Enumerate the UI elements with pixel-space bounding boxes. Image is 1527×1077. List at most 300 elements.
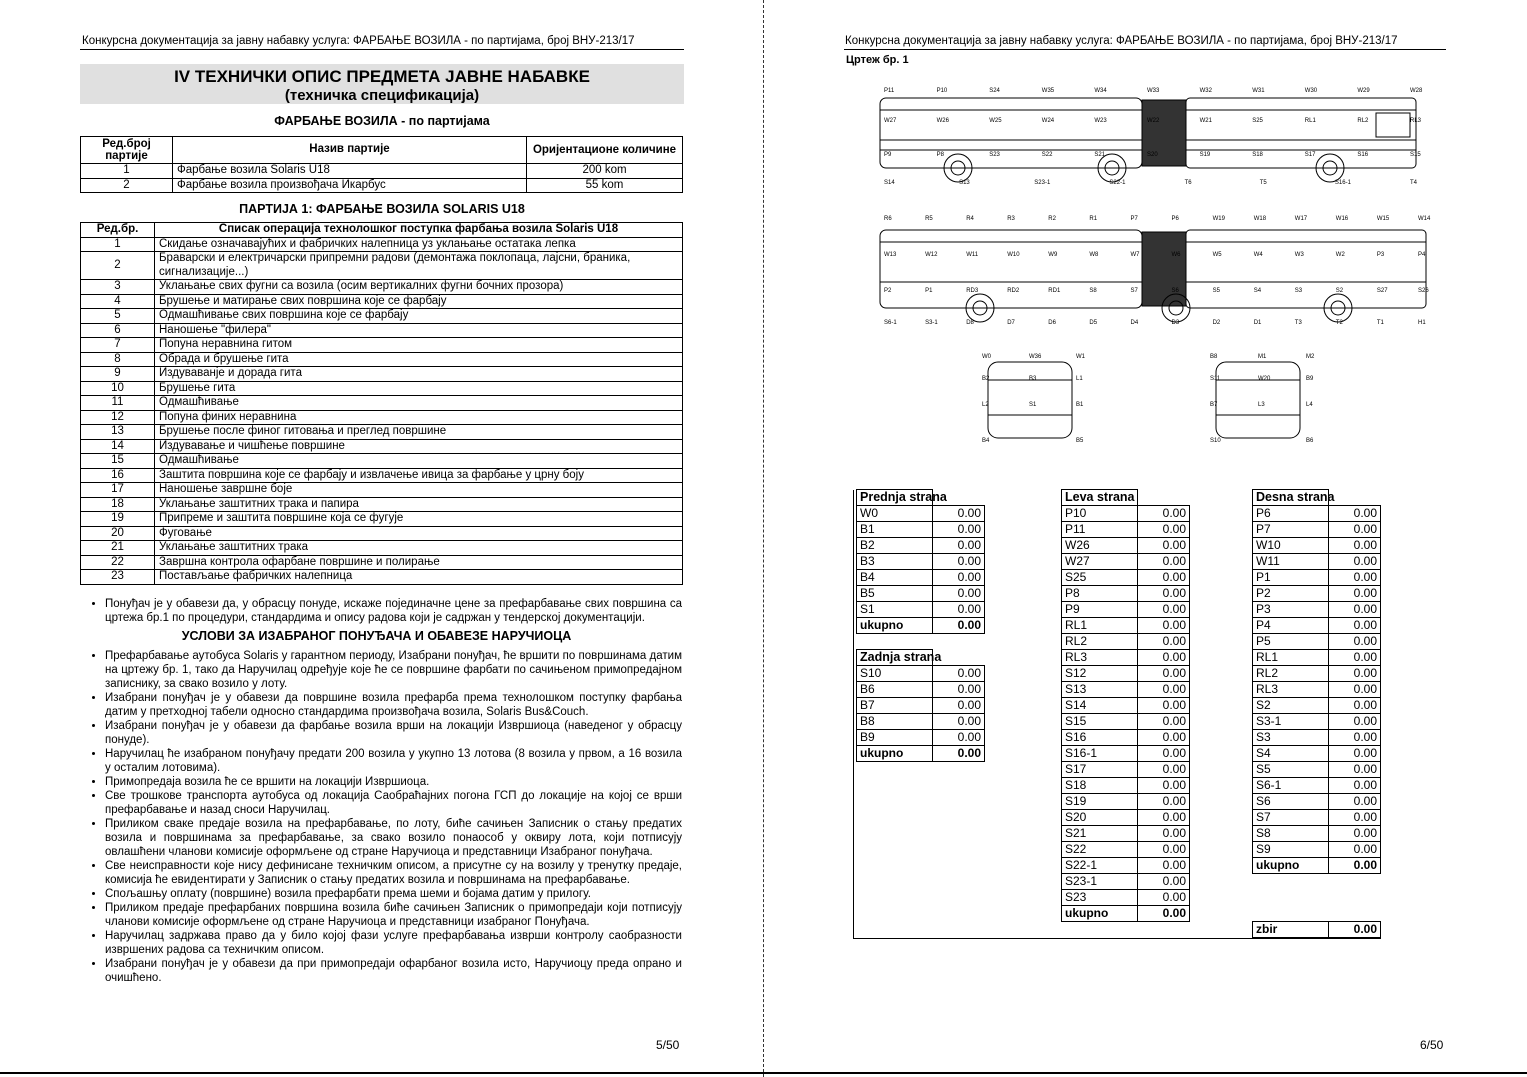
- condition-item: • Све трошкове транспорта аутобуса од локација Саобраћајних погона ГСП до локације на којој се врши префарбавање и назад сноси Наручилац.: [105, 789, 682, 817]
- figure-label: RD1: [1048, 288, 1061, 294]
- figure-label: S23: [989, 152, 1000, 158]
- surface-code: S3: [1253, 730, 1329, 746]
- figure-label: S1: [1029, 402, 1037, 408]
- summary-title-spacer: [1329, 490, 1381, 506]
- table-row: [1062, 842, 1190, 858]
- table-row: [1253, 522, 1381, 538]
- table-row: [1253, 714, 1381, 730]
- surface-value: 0.00: [1329, 762, 1381, 778]
- table-row: [1062, 666, 1190, 682]
- surface-code: P10: [1062, 506, 1138, 522]
- surface-code: RL1: [1062, 618, 1138, 634]
- ops-number-cell: 10: [81, 381, 155, 396]
- figure-label: S21: [1094, 152, 1106, 158]
- surface-value: 0.00: [1138, 778, 1190, 794]
- figure-label: S22: [1041, 152, 1053, 158]
- surface-code: S1: [857, 602, 933, 618]
- table-row: [81, 237, 683, 252]
- table-row: [1062, 506, 1190, 522]
- zbir-row: [1253, 922, 1381, 938]
- figure-label: W20: [1258, 376, 1271, 382]
- figure-label: RD3: [966, 288, 979, 294]
- figure-label: W2: [1335, 252, 1345, 258]
- surface-code: P8: [1062, 586, 1138, 602]
- ops-description-cell: Попуна неравнина гитом: [155, 338, 683, 353]
- table-row: [1253, 586, 1381, 602]
- table-row: [1062, 858, 1190, 874]
- figure-label: S6: [1171, 288, 1179, 294]
- figure-label: D2: [1212, 320, 1221, 326]
- figure-label: W30: [1304, 88, 1318, 94]
- ops-description-cell: Попуна финих неравнина: [155, 410, 683, 425]
- figure-label: S15: [1410, 152, 1421, 158]
- table-row: [857, 698, 985, 714]
- condition-item: • Спољашњу оплату (површине) возила префарбати према шеми и бојама датим у прилогу.: [105, 887, 682, 901]
- surface-value: 0.00: [1329, 698, 1381, 714]
- surface-value: 0.00: [1329, 778, 1381, 794]
- summary-total-row: [1253, 858, 1381, 874]
- surface-code: W11: [1253, 554, 1329, 570]
- table-row: [1062, 794, 1190, 810]
- figure-label: S16: [1357, 152, 1369, 158]
- bus-front-view: [988, 362, 1072, 438]
- figure-label: S26: [1418, 288, 1429, 294]
- figure-label: W23: [1094, 118, 1107, 124]
- surface-code: S18: [1062, 778, 1138, 794]
- summary-header-row: [1253, 490, 1381, 506]
- summary-total-row: [857, 746, 985, 762]
- table-row: [857, 730, 985, 746]
- figure-label: D1: [1253, 320, 1262, 326]
- condition-item: • Префарбавање аутобуса Solaris у гарантном периоду, Изабрани понуђач, ће вршити по површинама датим на цртежу бр. 1, тако да Наручилац одређује које ће се површине фарбати по сачињеном примопредајном записнику, за свако возило у лоту.: [105, 649, 682, 691]
- figure-label: B7: [1210, 402, 1218, 408]
- surface-value: 0.00: [1138, 586, 1190, 602]
- surface-code: S22: [1062, 842, 1138, 858]
- table-row: [81, 570, 683, 585]
- ops-header-description: Списак операција технолошког поступка фарбања возила Solaris U18: [155, 223, 683, 238]
- surface-code: B9: [857, 730, 933, 746]
- surface-value: 0.00: [1329, 666, 1381, 682]
- ops-number-cell: 15: [81, 454, 155, 469]
- figure-label: L1: [1076, 376, 1083, 382]
- figure-label: W15: [1376, 216, 1390, 222]
- surface-value: 0.00: [1138, 746, 1190, 762]
- figure-label: P11: [884, 88, 895, 94]
- surface-value: 0.00: [1138, 730, 1190, 746]
- surface-value: 0.00: [933, 538, 985, 554]
- surface-value: 0.00: [933, 506, 985, 522]
- figure-label: S7: [1130, 288, 1138, 294]
- figure-label: RD2: [1007, 288, 1020, 294]
- ops-number-cell: 17: [81, 483, 155, 498]
- figure-label: W22: [1147, 118, 1160, 124]
- figure-label: W31: [1252, 88, 1265, 94]
- surface-code: B3: [857, 554, 933, 570]
- table-row: [1062, 618, 1190, 634]
- surface-value: 0.00: [1138, 538, 1190, 554]
- table-row: [1253, 666, 1381, 682]
- table-row: [1253, 762, 1381, 778]
- surface-code: B7: [857, 698, 933, 714]
- surface-code: S10: [857, 666, 933, 682]
- left-header-rule: [80, 49, 684, 50]
- table-row: [81, 294, 683, 309]
- ops-number-cell: 2: [81, 252, 155, 280]
- surface-value: 0.00: [1329, 842, 1381, 858]
- table-row: [81, 497, 683, 512]
- table-row: [1062, 554, 1190, 570]
- figure-label: S16-1: [1334, 180, 1351, 186]
- surface-code: B4: [857, 570, 933, 586]
- figure-label: W1: [1076, 354, 1085, 360]
- figure-label: B6: [1306, 438, 1314, 444]
- total-label: ukupno: [857, 618, 933, 634]
- surface-value: 0.00: [1329, 538, 1381, 554]
- surface-value: 0.00: [1138, 682, 1190, 698]
- condition-item: • Наручилац задржава право да у било којој фази услуге префарбавања изврши контролу саобразности извршених радова са техничким описом.: [105, 929, 682, 957]
- surface-value: 0.00: [933, 602, 985, 618]
- surface-value: 0.00: [1329, 506, 1381, 522]
- section-title: IV ТЕХНИЧКИ ОПИС ПРЕДМЕТА ЈАВНЕ НАБАВКЕ: [174, 67, 590, 86]
- figure-label: W14: [1418, 216, 1431, 222]
- table-row: [1253, 554, 1381, 570]
- partija-title: ПАРТИЈА 1: ФАРБАЊЕ ВОЗИЛА SOLARIS U18: [239, 202, 525, 216]
- figure-label: D7: [1007, 320, 1015, 326]
- condition-item: • Изабрани понуђач је у обавези да површине возила префарба према технолошком поступку фарбања датим у претходној табели односно стандардима произвођача возила, Solaris Bus&Couch.: [105, 691, 682, 719]
- figure-label: T1: [1376, 320, 1384, 326]
- figure-label: S22-1: [1109, 180, 1126, 186]
- summary-box-bottom-edge: [853, 938, 1381, 939]
- table-row: [81, 280, 683, 295]
- figure-caption: Цртеж бр. 1: [846, 54, 909, 66]
- ops-description-cell: Скидање означавајућих и фабричких налепница уз уклањање остатака лепка: [155, 237, 683, 252]
- total-value: 0.00: [1329, 858, 1381, 874]
- parts-cell: 1: [81, 164, 173, 179]
- figure-label: S17: [1304, 152, 1316, 158]
- surface-value: 0.00: [933, 666, 985, 682]
- summary-title: Prednja strana: [857, 490, 933, 506]
- condition-item: • Приликом сваке предаје возила на префарбавање, по лоту, биће сачињен Записник о стању предатих возила и површинама за префарбавање, за свако возило понаособ у оквиру лота, који потписују овлашћени чланови комисије оформљене од стране Наручиоца и представници Изабраног понуђача.: [105, 817, 682, 859]
- table-row: [1062, 570, 1190, 586]
- figure-label: T2: [1335, 320, 1343, 326]
- figure-label: W7: [1130, 252, 1140, 258]
- total-value: 0.00: [933, 618, 985, 634]
- surface-code: S23: [1062, 890, 1138, 906]
- leva-strana-table: [1061, 489, 1190, 922]
- surface-code: RL3: [1062, 650, 1138, 666]
- surface-code: S4: [1253, 746, 1329, 762]
- figure-label: W5: [1212, 252, 1222, 258]
- table-row: [81, 323, 683, 338]
- figure-label: S3: [1294, 288, 1303, 294]
- table-row: [1062, 810, 1190, 826]
- bus-drawing: [870, 80, 1450, 465]
- figure-label: T6: [1184, 180, 1192, 186]
- figure-label: S18: [1252, 152, 1263, 158]
- figure-label: P7: [1130, 216, 1138, 222]
- figure-label: W11: [966, 252, 979, 258]
- surface-code: P3: [1253, 602, 1329, 618]
- surface-code: S8: [1253, 826, 1329, 842]
- figure-label: W12: [925, 252, 938, 258]
- ops-description-cell: Наношење "филера": [155, 323, 683, 338]
- surface-value: 0.00: [1138, 602, 1190, 618]
- total-label: ukupno: [1253, 858, 1329, 874]
- figure-label: B4: [982, 438, 990, 444]
- figure-label: W4: [1253, 252, 1263, 258]
- table-row: [1062, 602, 1190, 618]
- surface-code: S12: [1062, 666, 1138, 682]
- figure-label: L4: [1306, 402, 1313, 408]
- figure-label: W13: [884, 252, 897, 258]
- surface-value: 0.00: [1329, 650, 1381, 666]
- parts-cell: 200 kom: [527, 164, 683, 179]
- figure-label: R1: [1089, 216, 1098, 222]
- surface-code: W26: [1062, 538, 1138, 554]
- summary-title: Leva strana: [1062, 490, 1138, 506]
- surface-code: S19: [1062, 794, 1138, 810]
- surface-value: 0.00: [1329, 618, 1381, 634]
- figure-label: W33: [1147, 88, 1160, 94]
- figure-label: T5: [1259, 180, 1267, 186]
- ops-description-cell: Браварски и електричарски припремни радови (демонтажа поклопаца, лајсни, браника, сигнализације...): [155, 252, 683, 280]
- surface-code: P5: [1253, 634, 1329, 650]
- figure-label: W27: [884, 118, 897, 124]
- note-bullet: • Понуђач је у обавези да, у обрасцу понуде, искаже појединачне цене за префарбавање свих површина са цртежа бр.1 по процедури, стандардима и опису радова који је садржан у тендерској документацији.: [105, 597, 682, 625]
- figure-label: W36: [1029, 354, 1042, 360]
- table-row: [1062, 650, 1190, 666]
- table-row: [1253, 570, 1381, 586]
- zbir-value: 0.00: [1329, 922, 1381, 938]
- figure-label: W32: [1199, 88, 1212, 94]
- figure-label: B1: [1076, 402, 1084, 408]
- parts-header-number: Ред.број партије: [81, 137, 173, 164]
- surface-code: S22-1: [1062, 858, 1138, 874]
- ops-description-cell: Постављање фабричких налепница: [155, 570, 683, 585]
- zbir-label: zbir: [1253, 922, 1329, 938]
- table-row: [1253, 730, 1381, 746]
- surface-code: P7: [1253, 522, 1329, 538]
- parts-header-qty: Оријентационе количине: [527, 137, 683, 164]
- table-row: [1062, 826, 1190, 842]
- section-subtitle: (техничка спецификација): [284, 87, 480, 104]
- surface-value: 0.00: [1138, 506, 1190, 522]
- table-row: [81, 367, 683, 382]
- figure-label: T4: [1410, 180, 1418, 186]
- figure-label: W35: [1041, 88, 1055, 94]
- right-header: Конкурсна документација за јавну набавку услуга: ФАРБАЊЕ ВОЗИЛА - по партијама, број ВНУ-213/17: [845, 35, 1398, 47]
- table-row: [857, 538, 985, 554]
- figure-label: W3: [1294, 252, 1304, 258]
- surface-code: P2: [1253, 586, 1329, 602]
- table-row: [857, 602, 985, 618]
- surface-value: 0.00: [1138, 890, 1190, 906]
- surface-value: 0.00: [1329, 634, 1381, 650]
- surface-value: 0.00: [1138, 794, 1190, 810]
- ops-description-cell: Завршна контрола офарбане површине и полирање: [155, 555, 683, 570]
- surface-value: 0.00: [1329, 570, 1381, 586]
- ops-description-cell: Одмашћивање: [155, 396, 683, 411]
- surface-value: 0.00: [933, 682, 985, 698]
- figure-label: S4: [1253, 288, 1262, 294]
- surface-value: 0.00: [1329, 602, 1381, 618]
- ops-description-cell: Уклањање заштитних трака и папира: [155, 497, 683, 512]
- condition-item: • Изабрани понуђач је у обавези да при примопредаји офарбаног возила исто, Наручиоцу преда опрано и очишћено.: [105, 957, 682, 985]
- ops-description-cell: Наношење завршне боје: [155, 483, 683, 498]
- surface-code: S5: [1253, 762, 1329, 778]
- surface-code: S16: [1062, 730, 1138, 746]
- figure-label: S24: [989, 88, 1000, 94]
- figure-label: W24: [1041, 118, 1055, 124]
- summary-header-row: [857, 490, 985, 506]
- figure-label: D4: [1130, 320, 1139, 326]
- ops-number-cell: 19: [81, 512, 155, 527]
- figure-label: D3: [1171, 320, 1180, 326]
- summary-title: Zadnja strana: [857, 650, 933, 666]
- table-row: [81, 541, 683, 556]
- surface-value: 0.00: [933, 714, 985, 730]
- figure-label: W17: [1294, 216, 1308, 222]
- total-value: 0.00: [1138, 906, 1190, 922]
- surface-code: S23-1: [1062, 874, 1138, 890]
- condition-item: • Наручилац ће изабраном понуђачу предати 200 возила у укупно 13 лотова (8 возила у првом, а 16 возила у осталим лотовима).: [105, 747, 682, 775]
- table-row: [1062, 522, 1190, 538]
- table-row: [857, 570, 985, 586]
- zbir-table: [1252, 921, 1381, 938]
- ops-number-cell: 6: [81, 323, 155, 338]
- table-row: [81, 512, 683, 527]
- surface-code: P6: [1253, 506, 1329, 522]
- figure-label: S23-1: [1034, 180, 1051, 186]
- figure-label: S25: [1252, 118, 1263, 124]
- figure-label: D5: [1089, 320, 1098, 326]
- operations-table: [80, 222, 683, 585]
- table-row: [81, 555, 683, 570]
- summary-header-row: [857, 650, 985, 666]
- surface-value: 0.00: [1329, 714, 1381, 730]
- ops-number-cell: 21: [81, 541, 155, 556]
- figure-label: RL3: [1410, 118, 1422, 124]
- table-row: [1062, 586, 1190, 602]
- ops-number-cell: 7: [81, 338, 155, 353]
- table-row: [81, 381, 683, 396]
- total-value: 0.00: [933, 746, 985, 762]
- surface-value: 0.00: [1138, 554, 1190, 570]
- table-row: [81, 178, 683, 193]
- zadnja-strana-table: [856, 649, 985, 762]
- surface-value: 0.00: [933, 586, 985, 602]
- surface-value: 0.00: [1329, 682, 1381, 698]
- figure-label: S2: [1335, 288, 1344, 294]
- ops-number-cell: 14: [81, 439, 155, 454]
- table-row: [857, 554, 985, 570]
- surface-code: S7: [1253, 810, 1329, 826]
- right-page-number: 6/50: [1420, 1038, 1444, 1052]
- table-row: [81, 252, 683, 280]
- figure-label: R2: [1048, 216, 1056, 222]
- table-row: [857, 586, 985, 602]
- surface-code: S6: [1253, 794, 1329, 810]
- ops-description-cell: Брушење после финог гитовања и преглед површине: [155, 425, 683, 440]
- figure-label: RL2: [1357, 118, 1369, 124]
- figure-label: M1: [1258, 354, 1267, 360]
- surface-value: 0.00: [1138, 810, 1190, 826]
- ops-number-cell: 11: [81, 396, 155, 411]
- table-row: [1062, 778, 1190, 794]
- surface-code: RL2: [1253, 666, 1329, 682]
- figure-label: W34: [1094, 88, 1107, 94]
- surface-code: S9: [1253, 842, 1329, 858]
- surface-code: P4: [1253, 618, 1329, 634]
- figure-label: P1: [925, 288, 933, 294]
- figure-label: W0: [982, 354, 991, 360]
- figure-label: P3: [1376, 252, 1385, 258]
- figure-label: S10: [1210, 438, 1221, 444]
- surface-value: 0.00: [1138, 522, 1190, 538]
- surface-value: 0.00: [1138, 826, 1190, 842]
- table-row: [1253, 682, 1381, 698]
- table-row: [1253, 842, 1381, 858]
- table-row: [81, 396, 683, 411]
- figure-label: S3-1: [925, 320, 938, 326]
- ops-description-cell: Уклањање свих фугни са возила (осим вертикалних фугни бочних прозора): [155, 280, 683, 295]
- ops-description-cell: Издуваванје и дорада гита: [155, 367, 683, 382]
- table-row: [857, 522, 985, 538]
- figure-label: M2: [1306, 354, 1315, 360]
- figure-label: L3: [1258, 402, 1265, 408]
- figure-label: S13: [959, 180, 970, 186]
- ops-number-cell: 1: [81, 237, 155, 252]
- surface-value: 0.00: [1138, 666, 1190, 682]
- surface-value: 0.00: [1138, 762, 1190, 778]
- surface-code: RL1: [1253, 650, 1329, 666]
- figure-label: W18: [1253, 216, 1267, 222]
- figure-label: S27: [1376, 288, 1388, 294]
- table-row: [1062, 730, 1190, 746]
- ops-description-cell: Одмашћивање свих површина које се фарбају: [155, 309, 683, 324]
- ops-number-cell: 18: [81, 497, 155, 512]
- parts-header-name: Назив партије: [173, 137, 527, 164]
- table-row: [1062, 762, 1190, 778]
- table-row: [1253, 538, 1381, 554]
- figure-label: P6: [1171, 216, 1179, 222]
- table-row: [1062, 746, 1190, 762]
- figure-label: S20: [1147, 152, 1158, 158]
- surface-value: 0.00: [1329, 586, 1381, 602]
- figure-label: W16: [1335, 216, 1349, 222]
- condition-item: • Примопредаја возила ће се вршити на локацији Извршиоца.: [105, 775, 682, 789]
- surface-code: RL2: [1062, 634, 1138, 650]
- condition-item: • Изабрани понуђач је у обавези да фарбање возила врши на локацији Извршиоца (наведеног у обрасцу понуде).: [105, 719, 682, 747]
- bottom-rule: [0, 1072, 1527, 1074]
- surface-code: B6: [857, 682, 933, 698]
- ops-description-cell: Припреме и заштита површине која се фугује: [155, 512, 683, 527]
- surface-value: 0.00: [933, 522, 985, 538]
- ops-number-cell: 16: [81, 468, 155, 483]
- table-row: [1253, 618, 1381, 634]
- ops-description-cell: Издувавање и чишћење површине: [155, 439, 683, 454]
- ops-number-cell: 20: [81, 526, 155, 541]
- ops-description-cell: Обрада и брушење гита: [155, 352, 683, 367]
- ops-description-cell: Одмашћивање: [155, 454, 683, 469]
- table-row: [857, 506, 985, 522]
- figure-label: R3: [1007, 216, 1015, 222]
- figure-label: S8: [1089, 288, 1097, 294]
- table-row: [81, 410, 683, 425]
- conditions-title: УСЛОВИ ЗА ИЗАБРАНОГ ПОНУЂАЧА И ОБАВЕЗЕ НАРУЧИОЦА: [181, 629, 572, 643]
- figure-label: D6: [1048, 320, 1056, 326]
- surface-code: S13: [1062, 682, 1138, 698]
